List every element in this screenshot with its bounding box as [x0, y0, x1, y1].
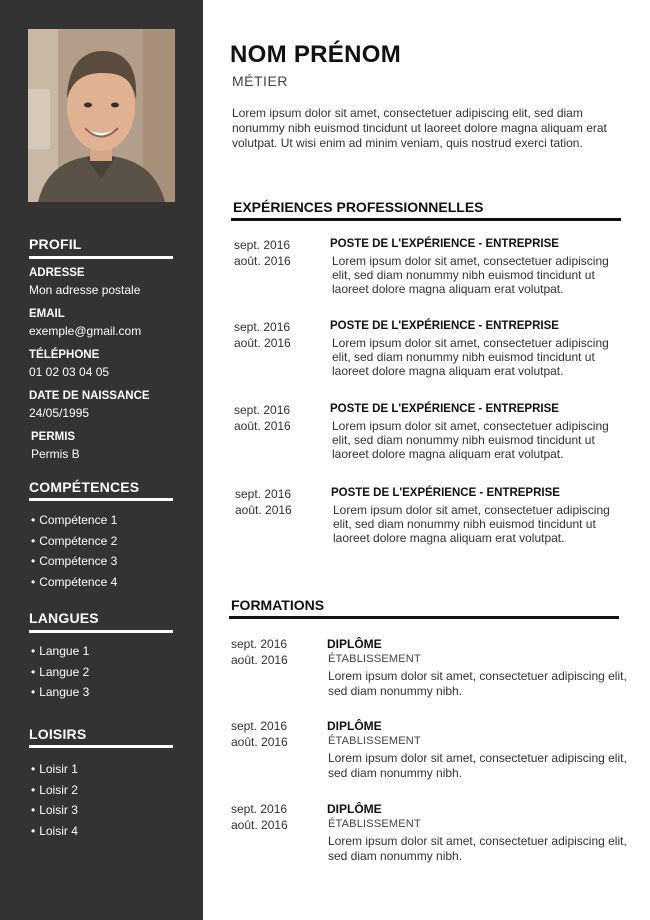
job-title: MÉTIER: [232, 73, 288, 89]
skills-divider: [29, 498, 173, 501]
intro-text: Lorem ipsum dolor sit amet, consectetuer adipiscing elit, sed diam nonummy nibh euismod tincidunt ut laoreet dolore magna aliquam erat volutpat. Ut wisi enim ad minim veniam, quis nostrud exerci tation.: [232, 106, 607, 150]
education-description: Lorem ipsum dolor sit amet, consectetuer adipiscing elit, sed diam nonummy nibh.: [328, 751, 627, 780]
languages-list: [31, 641, 89, 703]
education-divider: [229, 616, 619, 619]
skills-title: COMPÉTENCES: [29, 479, 140, 495]
hobbies-title: LOISIRS: [29, 726, 87, 742]
email-value: exemple@gmail.com: [29, 324, 142, 338]
end-date: août. 2016: [235, 503, 292, 517]
languages-divider: [29, 630, 173, 633]
profil-title: PROFIL: [29, 236, 82, 252]
list-item: • Compétence 3: [31, 551, 117, 572]
start-date: sept. 2016: [235, 487, 292, 501]
profil-divider: [29, 256, 173, 259]
address-label: ADRESSE: [29, 267, 85, 279]
sidebar: [0, 0, 203, 920]
list-item: • Loisir 2: [31, 780, 78, 801]
education-description: Lorem ipsum dolor sit amet, consectetuer adipiscing elit, sed diam nonummy nibh.: [328, 669, 627, 698]
languages-title: LANGUES: [29, 610, 99, 626]
start-date: sept. 2016: [231, 802, 288, 816]
end-date: août. 2016: [234, 419, 291, 433]
end-date: août. 2016: [234, 254, 291, 268]
experience-entry: [235, 487, 635, 551]
list-item: • Langue 3: [31, 682, 89, 703]
phone-value: 01 02 03 04 05: [29, 365, 110, 379]
experience-entry: [234, 238, 634, 302]
end-date: août. 2016: [231, 735, 288, 749]
list-item: • Compétence 1: [31, 510, 117, 531]
experience-title: POSTE DE L'EXPÉRIENCE - ENTREPRISE: [330, 403, 559, 415]
list-item: • Compétence 2: [31, 531, 117, 552]
end-date: août. 2016: [231, 818, 288, 832]
education-section-title: FORMATIONS: [231, 597, 325, 613]
license-label: PERMIS: [31, 431, 76, 443]
school-name: ÉTABLISSEMENT: [328, 735, 421, 747]
experience-title: POSTE DE L'EXPÉRIENCE - ENTREPRISE: [331, 487, 560, 499]
experience-description: Lorem ipsum dolor sit amet, consectetuer adipiscing elit, sed diam nonummy nibh euismod tincidunt ut laoreet dolore magna aliquam erat volutpat.: [332, 419, 609, 461]
list-item: • Loisir 1: [31, 759, 78, 780]
address-value: Mon adresse postale: [29, 283, 141, 297]
list-item: • Loisir 4: [31, 821, 78, 842]
phone-label: TÉLÉPHONE: [29, 349, 100, 361]
birthdate-value: 24/05/1995: [29, 406, 90, 420]
experience-description: Lorem ipsum dolor sit amet, consectetuer adipiscing elit, sed diam nonummy nibh euismod tincidunt ut laoreet dolore magna aliquam erat volutpat.: [332, 254, 609, 296]
list-item: • Compétence 4: [31, 572, 117, 593]
license-value: Permis B: [31, 447, 80, 461]
experience-description: Lorem ipsum dolor sit amet, consectetuer adipiscing elit, sed diam nonummy nibh euismod tincidunt ut laoreet dolore magna aliquam erat volutpat.: [333, 503, 610, 545]
degree-title: DIPLÔME: [327, 637, 382, 651]
education-entry: [231, 719, 631, 783]
email-label: EMAIL: [29, 308, 65, 320]
end-date: août. 2016: [231, 653, 288, 667]
experience-description: Lorem ipsum dolor sit amet, consectetuer adipiscing elit, sed diam nonummy nibh euismod tincidunt ut laoreet dolore magna aliquam erat volutpat.: [332, 336, 609, 378]
birthdate-label: DATE DE NAISSANCE: [29, 390, 150, 402]
list-item: • Loisir 3: [31, 800, 78, 821]
school-name: ÉTABLISSEMENT: [328, 818, 421, 830]
experience-title: POSTE DE L'EXPÉRIENCE - ENTREPRISE: [330, 238, 559, 250]
experience-entry: [234, 403, 634, 467]
start-date: sept. 2016: [234, 320, 291, 334]
degree-title: DIPLÔME: [327, 719, 382, 733]
school-name: ÉTABLISSEMENT: [328, 653, 421, 665]
education-entry: [231, 802, 631, 866]
experience-title: POSTE DE L'EXPÉRIENCE - ENTREPRISE: [330, 320, 559, 332]
start-date: sept. 2016: [231, 637, 288, 651]
list-item: • Langue 2: [31, 662, 89, 683]
hobbies-divider: [29, 745, 173, 748]
degree-title: DIPLÔME: [327, 802, 382, 816]
hobbies-list: [31, 759, 78, 841]
end-date: août. 2016: [234, 336, 291, 350]
list-item: • Langue 1: [31, 641, 89, 662]
education-description: Lorem ipsum dolor sit amet, consectetuer adipiscing elit, sed diam nonummy nibh.: [328, 834, 627, 863]
start-date: sept. 2016: [231, 719, 288, 733]
profile-photo: [28, 29, 175, 202]
start-date: sept. 2016: [234, 238, 291, 252]
experience-section-title: EXPÉRIENCES PROFESSIONNELLES: [233, 199, 484, 215]
experience-entry: [234, 320, 634, 384]
skills-list: [31, 510, 117, 592]
start-date: sept. 2016: [234, 403, 291, 417]
person-name: NOM PRÉNOM: [230, 41, 401, 68]
education-entry: [231, 637, 631, 701]
experience-divider: [231, 218, 621, 221]
